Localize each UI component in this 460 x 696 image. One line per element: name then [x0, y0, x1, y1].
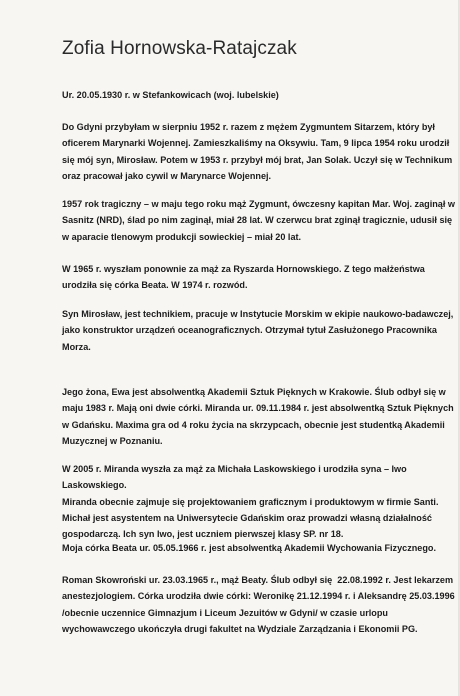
- paragraph-second-marriage: W 1965 r. wyszłam ponownie za mąż za Ryszarda Hornowskiego. Z tego małżeństwa urodziła się córka Beata. W 1974 r. rozwód.: [62, 264, 425, 291]
- paragraph-arrival-gdynia: Do Gdyni przybyłam w sierpniu 1952 r. razem z mężem Zygmuntem Sitarzem, który był oficerem Marynarki Wojennej. Zamieszkaliśmy na Oksywiu. Tam, 9 lipca 1954 roku urodził się mój syn, Mirosław. Potem w 1953 r. przybył mój brat, Jan Solak. Uczył się w Technikum oraz pracował jako cywil w Marynarce Wojennej.: [62, 122, 453, 181]
- paragraph-miranda: W 2005 r. Miranda wyszła za mąż za Michała Laskowskiego i urodziła syna – Iwo Laskowskiego. Miranda obecnie zajmuje się projektowaniem graficznym i produktowym w firmie Santi. Michał jest asystentem na Uniwersytecie Gdańskim oraz prowadzi własną działalność gospodarczą. Ich syn Iwo, jest uczniem pierwszej klasy SP. nr 18.: [62, 464, 439, 540]
- document-title: Zofia Hornowska-Ratajczak: [62, 38, 297, 59]
- paragraph-birth: Ur. 20.05.1930 r. w Stefankowicach (woj. lubelskie): [62, 90, 279, 100]
- paragraph-son-in-law: Roman Skowroński ur. 23.03.1965 r., mąż Beaty. Ślub odbył się 22.08.1992 r. Jest lekarzem anestezjologiem. Córka urodziła dwie córki: Weronikę 21.12.1994 r. i Aleksandrę 25.03.1996 /obecnie uczennice Gimnazjum i Liceum Jezuitów w Gdyni/ w czasie urlopu wychowawczego ukończyła drugi fakultet na Wydziale Zarządzania i Ekonomii PG.: [62, 575, 455, 634]
- paragraph-son-wife: Jego żona, Ewa jest absolwentką Akademii Sztuk Pięknych w Krakowie. Ślub odbył się w maju 1983 r. Mają oni dwie córki. Miranda ur. 09.11.1984 r. jest absolwentką Sztuk Pięknych w Gdańsku. Maxima gra od 4 roku życia na skrzypcach, obecnie jest studentką Akademii Muzycznej w Poznaniu.: [62, 387, 454, 446]
- paragraph-1957: 1957 rok tragiczny – w maju tego roku mąż Zygmunt, ówczesny kapitan Mar. Woj. zaginął w Sasnitz (NRD), ślad po nim zaginął, miał 28 lat. W czerwcu brat zginął tragicznie, udusił się w aparacie tlenowym produkcji sowieckiej – miał 20 lat.: [62, 199, 455, 242]
- paragraph-son: Syn Mirosław, jest technikiem, pracuje w Instytucie Morskim w ekipie naukowo-badawczej, jako konstruktor urządzeń oceanograficznych. Otrzymał tytuł Zasłużonego Pracownika Morza.: [62, 309, 454, 352]
- paragraph-daughter: Moja córka Beata ur. 05.05.1966 r. jest absolwentką Akademii Wychowania Fizycznego.: [62, 543, 437, 553]
